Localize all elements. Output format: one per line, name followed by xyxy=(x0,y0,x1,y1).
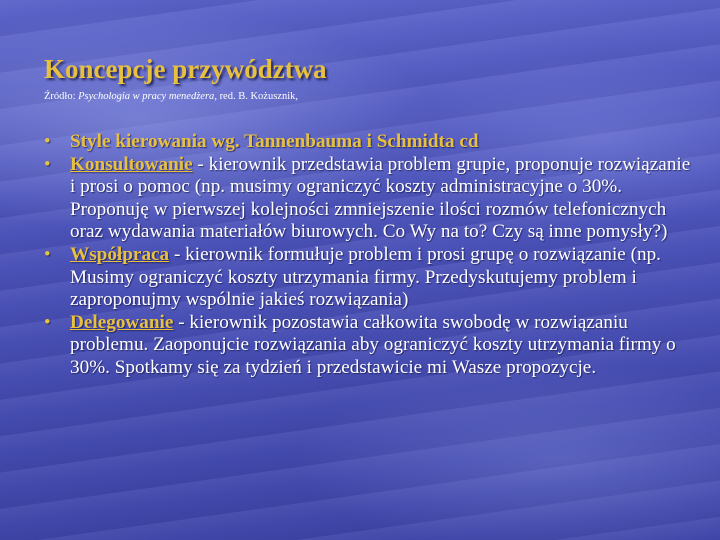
bullet-list xyxy=(44,131,694,380)
bullet-text: - kierownik pozostawia całkowita swobodę w rozwiązaniu problemu. Zaoponujcie rozwiązania aby ograniczyć koszty utrzymania firmy o 30%. Spotkamy się za tydzień i przedstawicie mi Wasze propozycje. xyxy=(70,311,676,378)
source-suffix: , red. B. Kożusznik, xyxy=(214,91,299,102)
bullet-dot-icon: • xyxy=(44,153,51,175)
bullet-dot-icon: • xyxy=(44,131,51,152)
bullet-text: - kierownik przedstawia problem grupie, proponuje rozwiązanie i prosi o pomoc (np. musimy ograniczyć koszty administracyjne o 30%. Proponuję w pierwszej kolejności zmniejszenie ilości rozmów telefonicznych oraz wydawania materiałów biurowych. Co Wy na to? Czy są inne pomysły?) xyxy=(70,153,691,243)
source-title: Psychologia w pracy menedżera xyxy=(78,91,215,102)
list-item xyxy=(44,131,694,154)
source-citation xyxy=(44,91,298,102)
list-item xyxy=(44,154,694,244)
bullet-text: - kierownik formułuje problem i prosi grupę o rozwiązanie (np. Musimy ograniczyć koszty utrzymania firmy. Przedyskutujemy problem i zaproponujmy wspólnie jakieś rozwiązania) xyxy=(70,243,661,311)
list-item xyxy=(44,244,694,312)
bullet-dot-icon: • xyxy=(44,311,51,333)
bullet-heading: Delegowanie xyxy=(70,311,174,333)
list-item xyxy=(44,312,694,380)
bullet-heading: Style kierowania wg. Tannenbauma i Schmidta cd xyxy=(70,131,479,152)
slide-title: Koncepcje przywództwa xyxy=(44,54,327,84)
bullet-heading: Konsultowanie xyxy=(70,153,193,175)
bullet-dot-icon: • xyxy=(44,243,51,265)
bullet-heading: Współpraca xyxy=(70,243,170,265)
source-prefix: Źródło: xyxy=(44,91,79,102)
